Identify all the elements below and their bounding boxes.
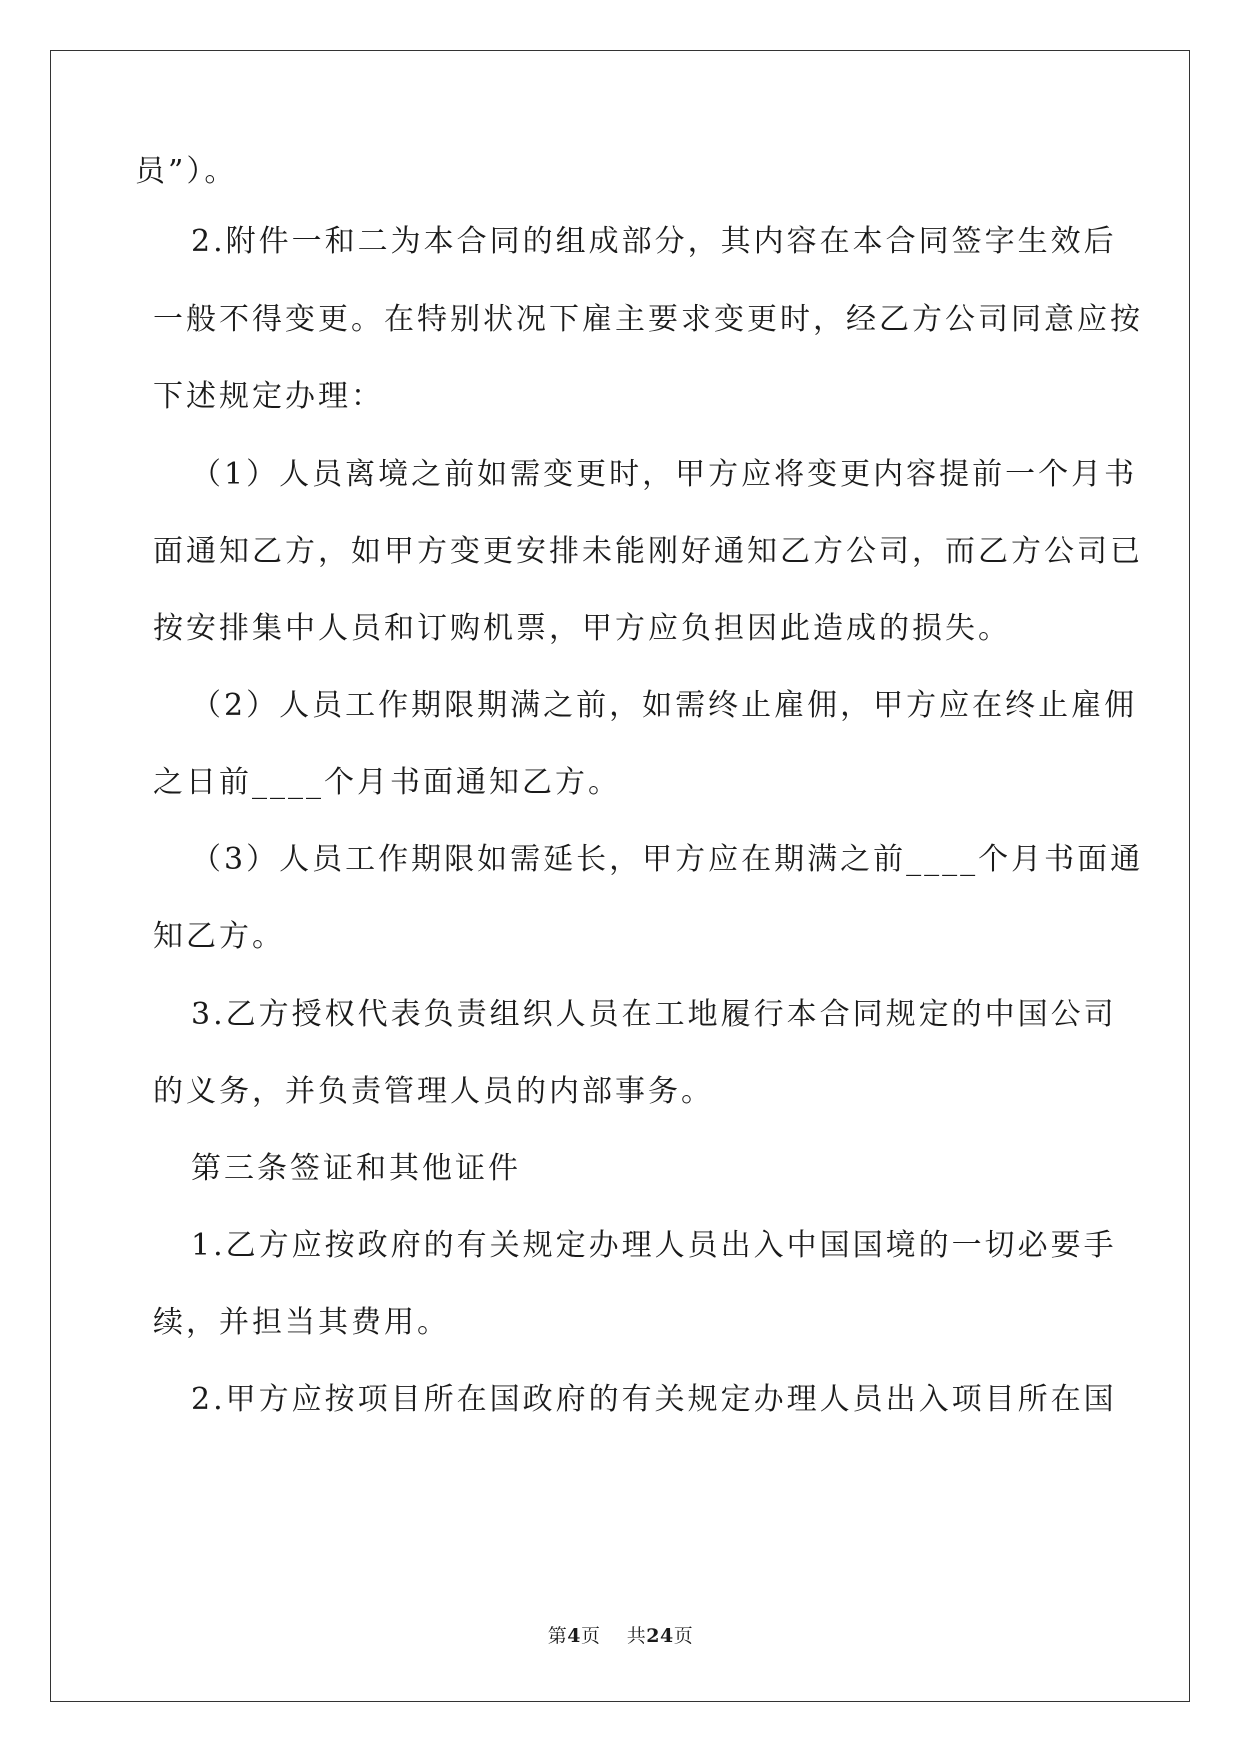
text-line: 1.乙方应按政府的有关规定办理人员出入中国国境的一切必要手 [191,1228,1117,1263]
text-line: （1）人员离境之前如需变更时，甲方应将变更内容提前一个月书 [191,457,1138,492]
text-line: 之日前____个月书面通知乙方。 [153,765,621,800]
text-line: 2.附件一和二为本合同的组成部分，其内容在本合同签字生效后 [191,224,1117,259]
text-line: 知乙方。 [153,919,285,954]
text-line: 2.甲方应按项目所在国政府的有关规定办理人员出入项目所在国 [191,1382,1117,1417]
text-line: （2）人员工作期限期满之前，如需终止雇佣，甲方应在终止雇佣 [191,688,1138,723]
total-pages: 24 [646,1625,674,1647]
page-number: 4 [567,1625,582,1647]
section-heading: 第三条签证和其他证件 [191,1151,521,1186]
text-line: 按安排集中人员和订购机票，甲方应负担因此造成的损失。 [153,611,1011,646]
page-suffix: 页 [581,1625,601,1647]
text-line: 续，并担当其费用。 [153,1305,450,1340]
text-line: 面通知乙方，如甲方变更安排未能刚好通知乙方公司，而乙方公司已 [153,534,1143,569]
text-line: 员”）。 [135,154,238,189]
page-footer [0,1624,1241,1648]
text-line: 的义务，并负责管理人员的内部事务。 [153,1074,714,1109]
text-line: （3）人员工作期限如需延长，甲方应在期满之前____个月书面通 [191,842,1144,877]
text-line: 下述规定办理： [153,379,384,414]
total-prefix: 共 [626,1625,647,1647]
total-suffix: 页 [673,1625,694,1647]
text-line: 3.乙方授权代表负责组织人员在工地履行本合同规定的中国公司 [191,997,1117,1032]
text-line: 一般不得变更。在特别状况下雇主要求变更时，经乙方公司同意应按 [153,302,1143,337]
page-prefix: 第 [547,1625,568,1647]
